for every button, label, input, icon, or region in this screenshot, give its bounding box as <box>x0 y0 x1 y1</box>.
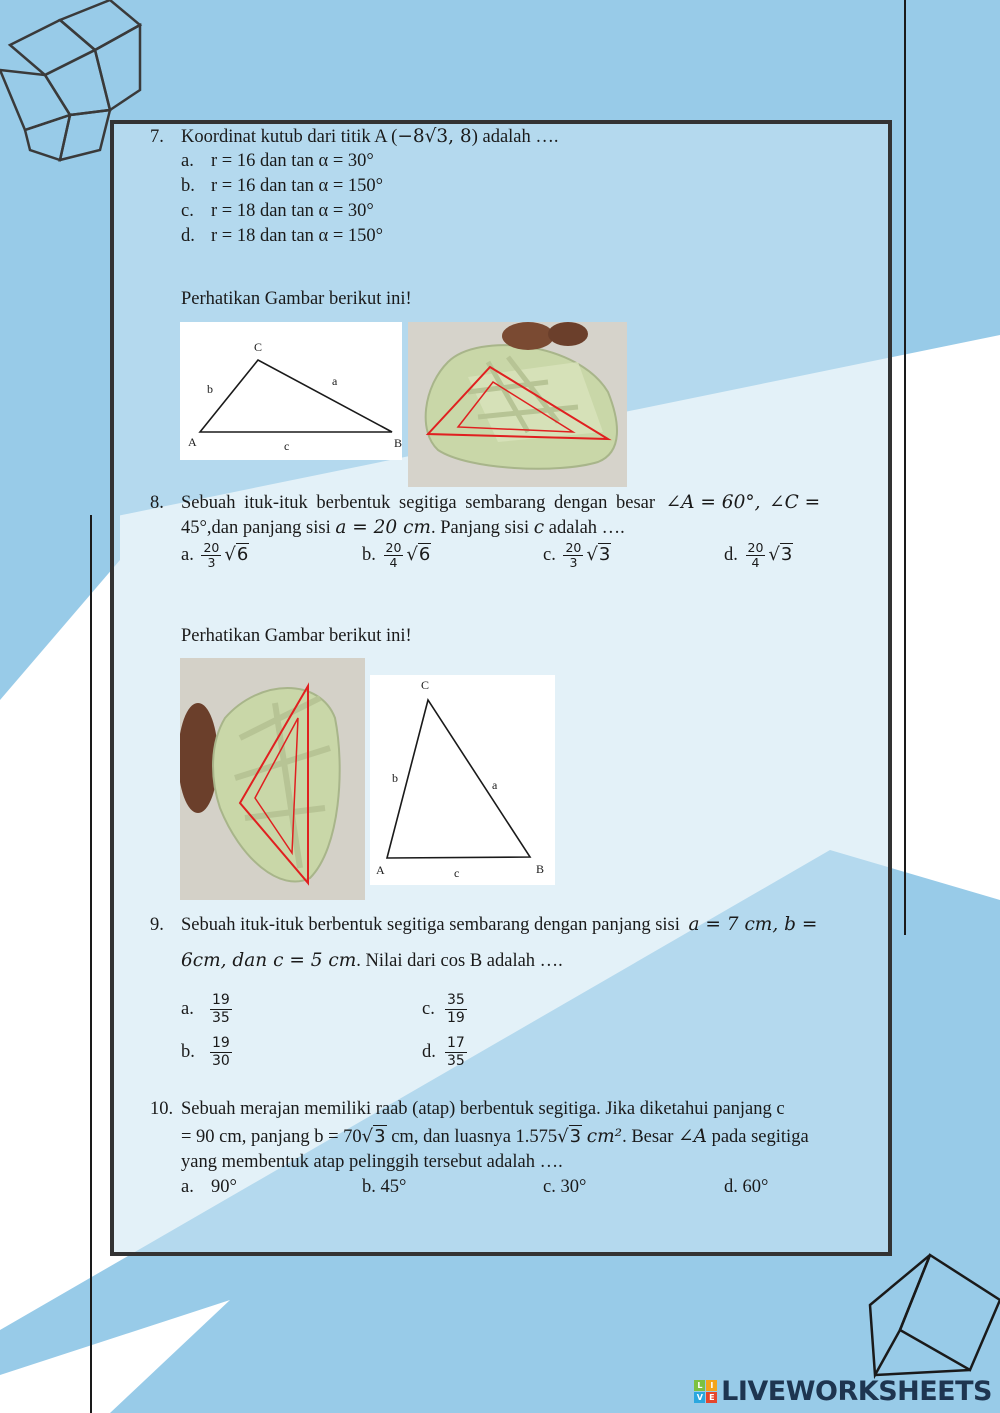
left-vertical-line <box>90 515 92 1413</box>
sqrt-symbol: √6 <box>224 543 249 565</box>
q8-stem-line1 <box>150 490 850 516</box>
q10-text-post: . Besar <box>622 1127 674 1147</box>
q7-option-c[interactable] <box>181 199 374 224</box>
option-letter: a. <box>181 998 194 1019</box>
q10-angle: ∠A <box>678 1126 707 1147</box>
q7-option-b[interactable] <box>181 174 383 199</box>
option-letter: b. <box>181 1041 195 1062</box>
q8-text-mid: . Panjang sisi <box>430 518 530 538</box>
side-label-c: c <box>284 439 290 453</box>
q10-text-line1: Sebuah merajan memiliki raab (atap) berbentuk segitiga. Jika diketahui panjang c <box>181 1099 785 1119</box>
q7-text-post: ) adalah …. <box>471 127 559 147</box>
q10-number: 10. <box>150 1099 174 1119</box>
instruction-1: Perhatikan Gambar berikut ini! <box>181 289 412 309</box>
option-letter: a. <box>181 1177 194 1197</box>
option-letter: a. <box>181 544 194 565</box>
sqrt-symbol: √3 <box>768 543 793 565</box>
q7-option-a[interactable] <box>181 149 374 174</box>
q9-option-c[interactable] <box>422 992 470 1027</box>
q10-text-end: pada segitiga <box>711 1127 809 1147</box>
option-fraction <box>746 541 766 570</box>
option-letter: d. <box>181 226 195 246</box>
option-fraction <box>210 992 232 1027</box>
numerator: 20 <box>385 540 402 555</box>
instruction-2: Perhatikan Gambar berikut ini! <box>181 626 412 646</box>
q8-text-line2: 45°,dan panjang sisi <box>181 518 331 538</box>
numerator: 19 <box>212 992 230 1008</box>
q7-point: −8√3, 8 <box>397 126 472 147</box>
q8-angle-c: ∠C = <box>769 492 821 513</box>
option-letter: c. <box>422 998 435 1019</box>
option-letter: c. <box>543 544 556 565</box>
option-letter: c. <box>181 201 194 221</box>
vertex-label-c: C <box>254 340 263 354</box>
vertex-label-b: B <box>394 436 403 450</box>
q10-unit: cm² <box>586 1126 623 1147</box>
vertex-label-c: C <box>421 678 430 692</box>
denominator: 3 <box>569 555 578 570</box>
q8-option-d[interactable] <box>724 541 793 570</box>
numerator: 20 <box>203 540 220 555</box>
option-fraction <box>210 1035 232 1070</box>
option-letter: b. <box>181 176 195 196</box>
side-label-c: c <box>454 866 460 880</box>
q10-option-a[interactable] <box>181 1175 237 1200</box>
numerator: 20 <box>565 540 582 555</box>
option-text: 90° <box>211 1177 237 1197</box>
option-text: r = 16 dan tan α = 150° <box>211 176 384 196</box>
q7-text: Koordinat kutub dari titik A ( <box>181 127 398 147</box>
q10-option-b[interactable] <box>362 1175 406 1200</box>
logo-text: LIVEWORKSHEETS <box>721 1376 992 1407</box>
q9-math-1: a = 7 cm, b = <box>688 914 818 935</box>
option-text: r = 18 dan tan α = 150° <box>211 226 384 246</box>
q8-number: 8. <box>150 493 164 513</box>
vertex-label-a: A <box>376 863 385 877</box>
option-text: r = 18 dan tan α = 30° <box>211 201 374 221</box>
q8-side-c: c <box>533 517 545 538</box>
q8-option-c[interactable] <box>543 541 611 570</box>
option-letter: d. <box>422 1041 436 1062</box>
q9-number: 9. <box>150 915 164 935</box>
numerator: 35 <box>447 992 465 1008</box>
q10-stem-line1 <box>150 1097 850 1122</box>
q8-angle-a: ∠A = 60°, <box>665 492 761 513</box>
q10-option-d[interactable] <box>724 1175 768 1200</box>
q7-number: 7. <box>150 127 164 147</box>
side-label-b: b <box>392 771 398 785</box>
q9-stem-line1 <box>150 912 850 938</box>
q7-stem <box>150 124 559 150</box>
option-fraction <box>445 1035 467 1070</box>
side-label-a: a <box>492 778 498 792</box>
q9-option-b[interactable] <box>181 1035 235 1070</box>
logo-badge-icon: L I V E <box>694 1380 717 1403</box>
q9-option-d[interactable] <box>422 1035 470 1070</box>
radicand: 3 <box>569 1126 582 1147</box>
option-text: 45° <box>380 1177 407 1197</box>
denominator: 19 <box>447 1010 465 1026</box>
q8-stem-line2 <box>181 515 625 541</box>
q8-text-post: adalah …. <box>548 518 625 538</box>
option-fraction <box>445 992 467 1027</box>
q9-stem-line2 <box>181 948 563 974</box>
q7-option-d[interactable] <box>181 224 383 249</box>
q10-stem-line2 <box>181 1124 809 1150</box>
q8-text: Sebuah ituk-ituk berbentuk segitiga sembarang dengan besar <box>181 493 656 513</box>
option-fraction <box>384 541 404 570</box>
q9-math-2: 6cm, dan c = 5 cm <box>181 950 357 971</box>
denominator: 4 <box>751 555 760 570</box>
vertex-label-b: B <box>536 862 545 876</box>
option-fraction <box>563 541 583 570</box>
denominator: 35 <box>447 1053 465 1069</box>
ituk-ituk-photo-2 <box>180 658 365 900</box>
option-letter: d. <box>724 1177 738 1197</box>
option-text: 60° <box>742 1177 769 1197</box>
q10-stem-line3: yang membentuk atap pelinggih tersebut adalah …. <box>181 1152 563 1172</box>
triangle-diagram-2 <box>370 675 555 885</box>
sqrt-symbol: √3 <box>586 543 611 565</box>
option-fraction <box>201 541 221 570</box>
radicand: 3 <box>374 1126 386 1147</box>
q10-text-line2: = 90 cm, panjang b = 70 <box>181 1127 362 1147</box>
liveworksheets-logo <box>694 1376 992 1407</box>
q9-text-post: . Nilai dari cos B adalah …. <box>356 951 563 971</box>
q10-text-mid: cm, dan luasnya 1.575 <box>386 1127 558 1147</box>
numerator: 19 <box>212 1035 230 1051</box>
radicand: 3 <box>780 543 793 565</box>
q8-option-b[interactable] <box>362 541 431 570</box>
q8-option-a[interactable] <box>181 541 249 570</box>
option-letter: c. <box>543 1177 556 1197</box>
option-letter: b. <box>362 1177 376 1197</box>
option-text: r = 16 dan tan α = 30° <box>211 151 374 171</box>
sqrt-symbol: √3 <box>557 1126 582 1147</box>
radicand: 6 <box>418 543 431 565</box>
sqrt-symbol: √6 <box>406 543 431 565</box>
blue-band-left <box>0 0 120 700</box>
right-vertical-line <box>904 0 906 935</box>
vertex-label-a: A <box>188 435 197 449</box>
side-label-a: a <box>332 374 338 388</box>
denominator: 35 <box>212 1010 230 1026</box>
triangle-diagram-1 <box>180 322 402 460</box>
denominator: 4 <box>389 555 398 570</box>
option-letter: d. <box>724 544 738 565</box>
radicand: 3 <box>598 543 611 565</box>
option-letter: b. <box>362 544 376 565</box>
sqrt-symbol: √3 <box>361 1126 386 1147</box>
denominator: 3 <box>207 555 216 570</box>
numerator: 17 <box>447 1035 465 1051</box>
numerator: 20 <box>747 540 764 555</box>
radicand: 6 <box>236 543 249 565</box>
q8-side-a: a = 20 cm <box>335 517 431 538</box>
option-letter: a. <box>181 151 194 171</box>
side-label-b: b <box>207 382 213 396</box>
q10-option-c[interactable] <box>543 1175 586 1200</box>
q9-text: Sebuah ituk-ituk berbentuk segitiga sembarang dengan panjang sisi <box>181 915 680 935</box>
q9-option-a[interactable] <box>181 992 235 1027</box>
denominator: 30 <box>212 1053 230 1069</box>
ituk-ituk-photo-1 <box>408 322 627 487</box>
option-text: 30° <box>560 1177 587 1197</box>
